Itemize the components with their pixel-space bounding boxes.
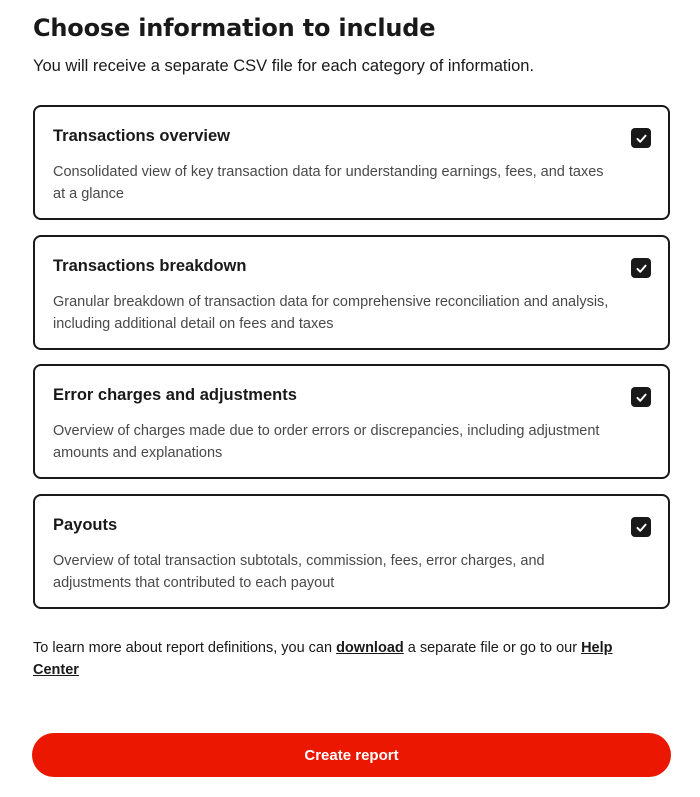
report-definitions-note	[33, 637, 653, 681]
option-title: Transactions overview	[53, 127, 230, 145]
option-description: Granular breakdown of transaction data for comprehensive reconciliation and analysis, including additional detail on fees and taxes	[53, 294, 609, 332]
footnote-text: a separate file or go to our	[403, 640, 582, 656]
download-link[interactable]: download	[336, 640, 404, 656]
help-center-link[interactable]: Help Center	[33, 640, 613, 678]
option-checkbox[interactable]	[631, 387, 651, 407]
page-title: Choose information to include	[33, 14, 436, 42]
page-subtitle: You will receive a separate CSV file for each category of information.	[33, 57, 535, 75]
create-report-button[interactable]: Create report	[32, 733, 671, 777]
option-card-transactions-breakdown[interactable]	[33, 235, 670, 350]
option-title: Payouts	[53, 516, 118, 534]
checkmark-icon	[635, 262, 648, 275]
option-description: Overview of charges made due to order errors or discrepancies, including adjustment amounts and explanations	[53, 423, 600, 461]
option-card-transactions-overview[interactable]	[33, 105, 670, 220]
checkmark-icon	[635, 391, 648, 404]
option-checkbox[interactable]	[631, 128, 651, 148]
option-card-payouts[interactable]	[33, 494, 670, 609]
option-card-error-charges[interactable]	[33, 364, 670, 479]
checkmark-icon	[635, 521, 648, 534]
option-checkbox[interactable]	[631, 258, 651, 278]
option-title: Error charges and adjustments	[53, 386, 297, 404]
option-title: Transactions breakdown	[53, 257, 247, 275]
checkmark-icon	[635, 132, 648, 145]
option-description: Overview of total transaction subtotals, commission, fees, error charges, and adjustments that contributed to each payout	[53, 553, 545, 591]
footnote-text: To learn more about report definitions, you can	[33, 640, 337, 656]
option-checkbox[interactable]	[631, 517, 651, 537]
option-description: Consolidated view of key transaction data for understanding earnings, fees, and taxes at a glance	[53, 164, 604, 202]
